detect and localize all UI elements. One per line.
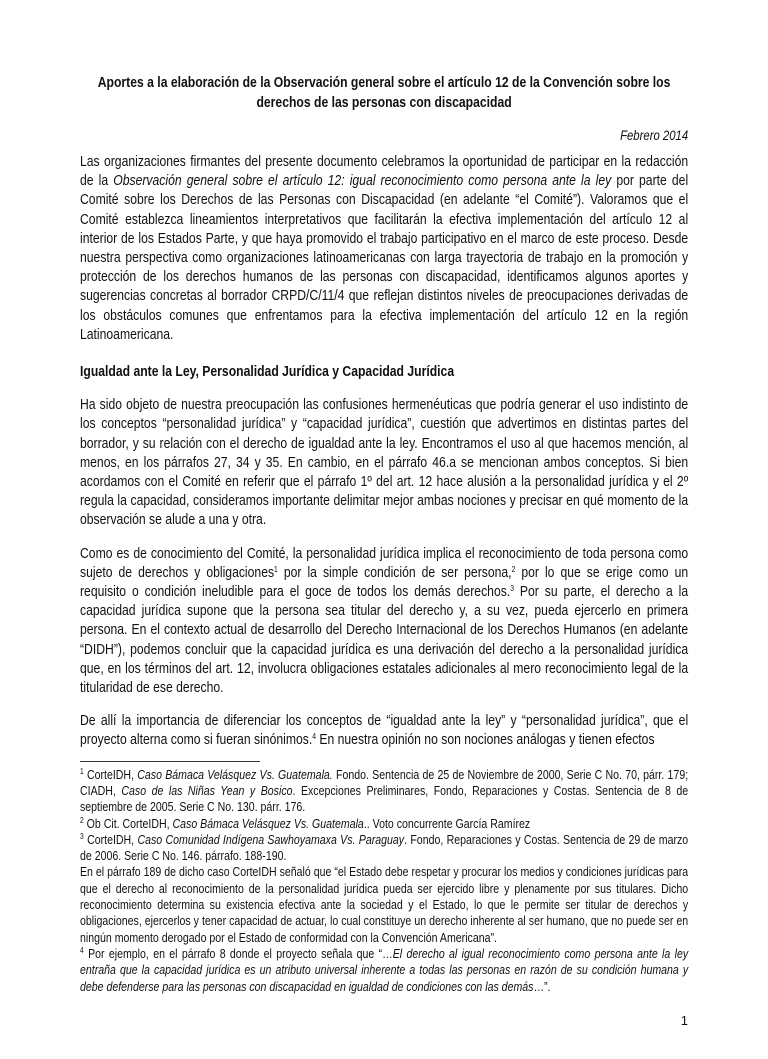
footnote-ref: 3	[80, 831, 84, 841]
italic-text: Caso Bámaca Velásquez Vs. Guatemala.	[137, 767, 333, 782]
text-run: En nuestra opinión no son nociones análogas y tienen efectos	[315, 732, 655, 749]
text-run: …”.	[533, 979, 551, 994]
footnote-3-continuation	[80, 864, 688, 945]
italic-text: Caso Bámaca Velásquez Vs. Guatemala	[172, 816, 364, 831]
text-run: Ha sido objeto de nuestra preocupación las confusiones hermenéuticas que podría generar el uso indistinto de los conceptos “personalidad jurídica” y “capacidad jurídica”, cuestión que advertimos en distintas partes del borrador, y su relación con el derecho de igualdad ante la ley. Encontramos el uso al que hacemos mención, al menos, en los párrafos 27, 34 y 35. En cambio, en el párrafo 46.a se mencionan ambos conceptos. Si bien acordamos con el Comité en referir que el párrafo 1º del art. 12 hace alusión a la personalidad jurídica y el 2º regula la capacidad, consideramos importante delimitar mejor ambas nociones y precisar en qué momento de la observación se alude a una y otra.	[80, 397, 689, 529]
text-run: Ob Cit. CorteIDH,	[83, 816, 173, 831]
footnote-ref: 1	[274, 564, 278, 574]
text-run: Por ejemplo, en el párrafo 8 donde el proyecto señala que “…	[83, 946, 393, 961]
text-run: Por su parte, el derecho a la capacidad jurídica supone que la persona sea titular del derecho y, a su vez, pueda ejercerlo en primera persona. En el contexto actual de desarrollo del Derecho Internacional de los Derechos Humanos (en adelante “DIDH”), podemos concluir que la capacidad jurídica es una derivación del derecho a la personalidad jurídica que, en los términos del art. 12, involucra obligaciones estatales adicionales al mero reconocimiento legal de la titularidad de ese derecho.	[80, 584, 689, 697]
footnote-ref: 4	[312, 732, 316, 742]
text-run: En el párrafo 189 de dicho caso CorteIDH señaló que “el Estado debe respetar y procurar los medios y condiciones jurídicas para que el derecho al reconocimiento de la personalidad jurídica pueda ser ejercido libre y plenamente por sus titulares. Dicho reconocimiento determina su existencia efectiva ante la sociedad y el Estado, lo que le permite ser titular de derechos y obligaciones, ejercerlos y tener capacidad de actuar, lo cual constituye un derecho inherente al ser humano, que no puede ser en ningún momento derogado por el Estado de conformidad con la Convención Americana”.	[80, 865, 689, 945]
page-number: 1	[680, 1012, 688, 1028]
footnote-ref: 2	[511, 564, 516, 574]
document-title: Aportes a la elaboración de la Observación general sobre el artículo 12 de la Convención sobre los derechos de las personas con discapacidad	[97, 75, 671, 111]
footnote-4	[80, 946, 688, 995]
text-run: por lo que se erige como un requisito o condición ineludible para el goce de todos los demás derechos.	[80, 564, 689, 601]
footnote-ref: 2	[80, 815, 84, 825]
footnote-1	[80, 767, 688, 816]
text-run: Como es de conocimiento del Comité, la personalidad jurídica implica el reconocimiento de toda persona como sujeto de derechos y obligaciones	[80, 545, 689, 581]
body-paragraph	[80, 712, 688, 750]
italic-text: Caso de las Niñas Yean y Bosico	[121, 783, 293, 798]
text-run: por la simple condición de ser persona,	[277, 564, 512, 581]
body-paragraph	[80, 545, 688, 699]
italic-text: El derecho al igual reconocimiento como persona ante la ley entraña que la capacidad jurídica es un atributo universal inherente a todas las personas en razón de su condición humana y debe defenderse para las personas con discapacidad en igualdad de condiciones con las demás	[80, 946, 689, 994]
text-run: CorteIDH,	[83, 767, 138, 782]
document-date: Febrero 2014	[620, 128, 689, 143]
text-run: CorteIDH,	[83, 832, 138, 847]
text-run: por parte del Comité sobre los Derechos de las Personas con Discapacidad (en adelante “el Comité”). Valoramos que el Comité establezca lineamientos interpretativos que facilitarán la efectiva implementación del artículo 12 al interior de los Estados Parte, y que haya promovido el trabajo participativo en el marco de este proceso. Desde nuestra perspectiva como organizaciones latinoamericanas con larga trayectoria de trabajo en la promoción y protección de los derechos humanos de las personas con discapacidad, identificamos algunos aportes y sugerencias concretas al borrador CRPD/C/11/4 que reflejan distintos niveles de preocupaciones derivadas de los obstáculos comunes que enfrentamos para la efectiva implementación del artículo 12 en la región Latinoamericana.	[80, 173, 689, 343]
footnote-separator	[80, 761, 260, 762]
intro-paragraph	[80, 153, 688, 345]
text-run: Fondo. Sentencia de 25 de Noviembre de 2000, Serie C No. 70, párr. 179; CIADH,	[80, 767, 689, 798]
text-run: De allí la importancia de diferenciar los conceptos de “igualdad ante la ley” y “personalidad jurídica”, que el proyecto alterna como si fueran sinónimos.	[80, 713, 689, 749]
text-run: .. Voto concurrente García Ramírez	[363, 816, 531, 831]
text-run: . Fondo, Reparaciones y Costas. Sentencia de 29 de marzo de 2006. Serie C No. 146. párrafo. 188-190.	[80, 832, 689, 864]
italic-text: Caso Comunidad Indígena Sawhoyamaxa Vs. Paraguay	[137, 832, 405, 847]
footnote-ref: 3	[510, 584, 514, 594]
footnote-2	[80, 816, 688, 832]
footnote-ref: 1	[80, 766, 84, 776]
footnote-ref: 4	[80, 945, 84, 955]
text-run: . Excepciones Preliminares, Fondo, Reparaciones y Costas. Sentencia de 8 de septiembre de 2005. Serie C No. 130. párr. 176.	[80, 783, 689, 815]
body-paragraph	[80, 396, 688, 530]
section-heading: Igualdad ante la Ley, Personalidad Jurídica y Capacidad Jurídica	[80, 364, 455, 381]
italic-text: Observación general sobre el artículo 12: igual reconocimiento como persona ante la ley	[113, 173, 612, 190]
footnote-3	[80, 832, 688, 865]
text-run: Las organizaciones firmantes del presente documento celebramos la oportunidad de participar en la redacción de la	[80, 154, 689, 190]
